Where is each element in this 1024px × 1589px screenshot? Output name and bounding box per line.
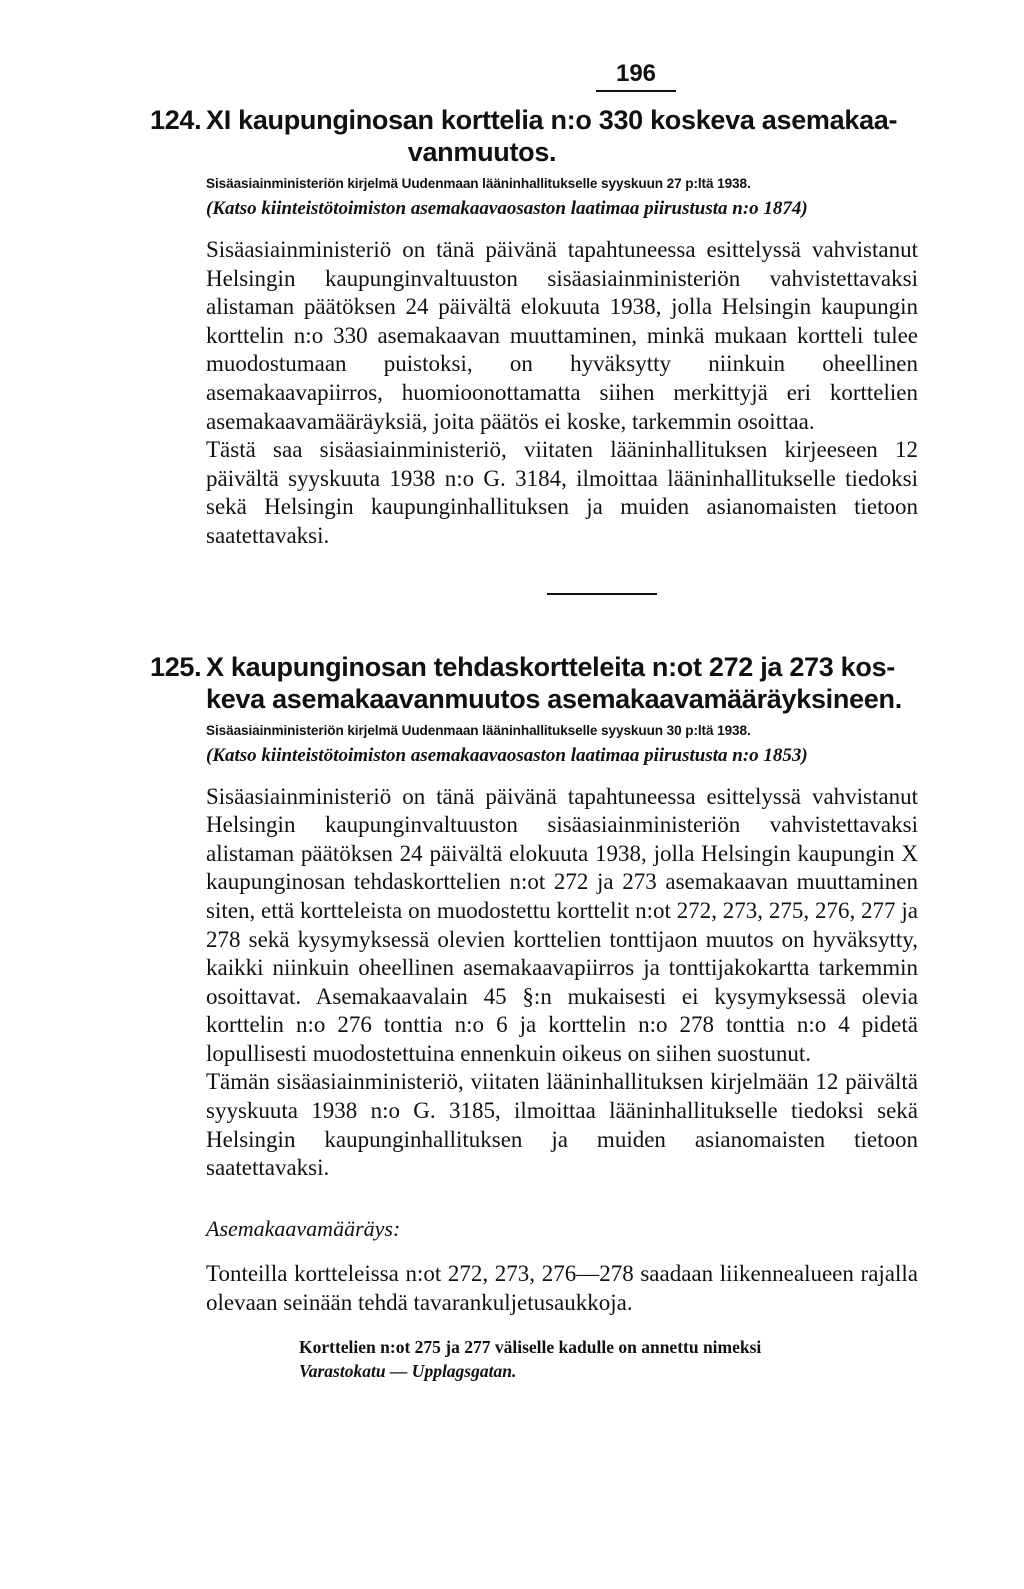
section-124 bbox=[150, 104, 918, 551]
section-title-line1: X kaupunginosan tehdaskortteleita n:ot 272 ja 273 kos- bbox=[206, 651, 895, 682]
regulation-text: Tonteilla kortteleissa n:ot 272, 273, 276—278 saadaan liikennealueen rajalla olevaan seinään tehdä tavarankuljetusaukkoja. bbox=[206, 1260, 918, 1315]
paragraph: Tästä saa sisäasiainministeriö, viitaten lääninhallituksen kirjeeseen 12 päivältä syyskuuta 1938 n:o G. 3184, ilmoittaa lääninhallitukselle tiedoksi sekä Helsingin kaupunginhallituksen ja muiden asianomaisten tietoon saatettavaksi. bbox=[206, 437, 918, 548]
paragraph: Tämän sisäasiainministeriö, viitaten lääninhallituksen kirjelmään 12 päivältä syyskuuta 1938 n:o G. 3185, ilmoittaa lääninhallitukselle tiedoksi sekä Helsingin kaupunginhallituksen ja muiden asianomaisten tietoon saatettavaksi. bbox=[206, 1069, 918, 1181]
section-body bbox=[206, 783, 918, 1183]
section-heading bbox=[150, 651, 918, 715]
drawing-reference: (Katso kiinteistötoimiston asemakaavaosaston laatimaa piirustusta n:o 1853) bbox=[206, 744, 808, 766]
section-title-line2: vanmuutos. bbox=[407, 137, 557, 167]
section-divider bbox=[547, 593, 657, 595]
section-number: 125. bbox=[150, 651, 202, 682]
paragraph: Sisäasiainministeriö on tänä päivänä tapahtuneessa esittelyssä vahvistanut Helsingin kaupunginvaltuuston sisäasiainministeriön vahvistettavaksi alistaman päätöksen 24 päivältä elokuuta 1938, jolla Helsingin kaupungin korttelin n:o 330 asemakaavan muuttaminen, minkä mukaan kortteli tulee muodostumaan puistoksi, on hyväksytty niinkuin oheellinen asemakaavapiirros, huomioonottamatta siihen merkittyjä eri korttelien asemakaavamääräyksiä, joita päätös ei koske, tarkemmin osoittaa. bbox=[206, 237, 918, 434]
page-number-text: 196 bbox=[596, 60, 676, 92]
regulation-heading: Asemakaavamääräys: bbox=[206, 1215, 401, 1241]
note-line1: Korttelien n:ot 275 ja 277 väliselle kadulle on annettu nimeksi bbox=[299, 1336, 762, 1357]
section-number: 124. bbox=[150, 105, 202, 135]
section-title-line2: keva asemakaavanmuutos asemakaavamääräyksineen. bbox=[206, 683, 902, 714]
street-name-note bbox=[206, 1335, 918, 1383]
section-subtitle: Sisäasiainministeriön kirjelmä Uudenmaan lääninhallitukselle syyskuun 30 p:ltä 1938. bbox=[206, 722, 751, 738]
section-title-line1: XI kaupunginosan korttelia n:o 330 koskeva asemakaa- bbox=[206, 105, 898, 135]
section-125 bbox=[150, 651, 918, 1383]
drawing-reference: (Katso kiinteistötoimiston asemakaavaosaston laatimaa piirustusta n:o 1874) bbox=[206, 198, 808, 219]
section-heading bbox=[150, 104, 918, 168]
page-number bbox=[356, 60, 916, 92]
section-body bbox=[206, 236, 918, 551]
section-subtitle: Sisäasiainministeriön kirjelmä Uudenmaan lääninhallitukselle syyskuun 27 p:ltä 1938. bbox=[206, 176, 751, 191]
document-page bbox=[150, 60, 918, 1383]
note-line2: Varastokatu — Upplagsgatan. bbox=[299, 1360, 517, 1381]
paragraph: Sisäasiainministeriö on tänä päivänä tapahtuneessa esittelyssä vahvistanut Helsingin kaupunginvaltuuston sisäasiainministeriön vahvistettavaksi alistaman päätöksen 24 päivältä elokuuta 1938, jolla Helsingin kaupungin X kaupunginosan tehdaskorttelien n:ot 272 ja 273 asemakaavan muuttaminen siten, että kortteleista on muodostettu korttelit n:ot 272, 273, 275, 276, 277 ja 278 sekä kysymyksessä olevien korttelien tonttijaon muutos on hyväksytty, kaikki niinkuin oheellinen asemakaavapiirros ja tonttijakokartta tarkemmin osoittavat. Asemakaavalain 45 §:n mukaisesti ei kysymyksessä olevia korttelin n:o 276 tonttia n:o 6 ja korttelin n:o 278 tonttia n:o 4 pidetä lopullisesti muodostettuina ennenkuin oikeus on siihen suostunut. bbox=[206, 783, 918, 1066]
